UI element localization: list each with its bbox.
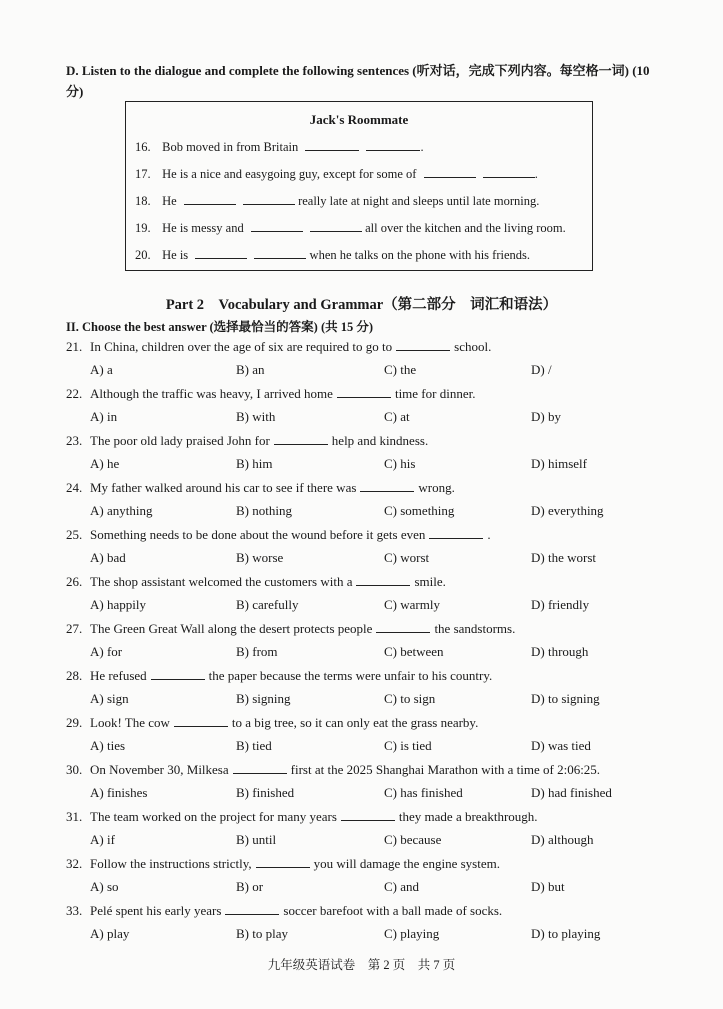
- answer-blank[interactable]: [356, 575, 410, 586]
- question-number: 32.: [66, 856, 83, 871]
- answer-blank[interactable]: [174, 716, 228, 727]
- question-text-before: Look! The cow: [90, 715, 170, 730]
- answer-option[interactable]: C) has finished: [384, 785, 463, 800]
- question-number: 29.: [66, 715, 83, 730]
- answer-option[interactable]: D) through: [531, 644, 589, 659]
- question-stem: [66, 809, 538, 825]
- answer-blank[interactable]: [360, 481, 414, 492]
- answer-option[interactable]: A) sign: [90, 691, 129, 706]
- question-text-before: Although the traffic was heavy, I arrived home: [90, 386, 333, 401]
- answer-option[interactable]: C) warmly: [384, 597, 440, 612]
- answer-option[interactable]: A) finishes: [90, 785, 148, 800]
- answer-option[interactable]: B) to play: [236, 926, 288, 941]
- answer-blank[interactable]: [483, 167, 535, 178]
- answer-option[interactable]: A) a: [90, 362, 113, 377]
- answer-option[interactable]: B) an: [236, 362, 265, 377]
- answer-option[interactable]: C) his: [384, 456, 416, 471]
- question-stem: [66, 856, 500, 872]
- question-text-after: the paper because the terms were unfair to his country.: [208, 668, 493, 683]
- question-stem: [66, 339, 491, 355]
- box-row-19: [135, 221, 566, 236]
- answer-blank[interactable]: [233, 763, 287, 774]
- answer-option[interactable]: C) the: [384, 362, 417, 377]
- part2-title: Part 2 Vocabulary and Grammar（第二部分 词汇和语法）: [165, 297, 558, 313]
- answer-option[interactable]: D) to playing: [531, 926, 601, 941]
- answer-blank[interactable]: [243, 194, 295, 205]
- row-text-before: He: [162, 194, 177, 208]
- box-title: Jack's Roommate: [309, 112, 409, 127]
- question-stem: [66, 668, 492, 684]
- answer-option[interactable]: B) tied: [236, 738, 272, 753]
- answer-option[interactable]: A) for: [90, 644, 123, 659]
- answer-option[interactable]: B) him: [236, 456, 273, 471]
- answer-option[interactable]: C) and: [384, 879, 420, 894]
- answer-option[interactable]: B) carefully: [236, 597, 299, 612]
- row-text-after: when he talks on the phone with his friends.: [309, 248, 530, 262]
- question-text-before: On November 30, Milkesa: [90, 762, 229, 777]
- answer-option[interactable]: C) because: [384, 832, 442, 847]
- answer-option[interactable]: A) anything: [90, 503, 153, 518]
- answer-option[interactable]: C) to sign: [384, 691, 436, 706]
- row-number: 17.: [135, 167, 151, 181]
- question-text-before: In China, children over the age of six are required to go to: [90, 339, 393, 354]
- question-number: 27.: [66, 621, 83, 636]
- answer-option[interactable]: A) ties: [90, 738, 126, 753]
- question-text-after: .: [487, 527, 491, 542]
- row-text-before: He is messy and: [162, 221, 244, 235]
- question-number: 26.: [66, 574, 83, 589]
- question-stem: [66, 574, 446, 590]
- answer-option[interactable]: D) to signing: [531, 691, 600, 706]
- answer-option[interactable]: A) play: [90, 926, 130, 941]
- answer-option[interactable]: A) so: [90, 879, 119, 894]
- answer-blank[interactable]: [256, 857, 310, 868]
- question-stem: [66, 621, 515, 637]
- answer-blank[interactable]: [195, 248, 247, 259]
- answer-option[interactable]: B) finished: [236, 785, 295, 800]
- question-text-after: help and kindness.: [331, 433, 429, 448]
- question-stem: [66, 480, 455, 496]
- answer-option[interactable]: B) until: [236, 832, 277, 847]
- row-text-after: .: [534, 167, 538, 181]
- question-text-before: The poor old lady praised John for: [90, 433, 270, 448]
- question-text-before: The shop assistant welcomed the customers with a: [90, 574, 353, 589]
- question-stem: [66, 903, 502, 919]
- answer-blank[interactable]: [251, 221, 303, 232]
- answer-blank[interactable]: [341, 810, 395, 821]
- question-stem: [66, 762, 600, 778]
- box-row-18: [135, 194, 539, 209]
- row-text-after: all over the kitchen and the living room.: [365, 221, 566, 235]
- answer-option[interactable]: D) but: [531, 879, 565, 894]
- answer-option[interactable]: D) everything: [531, 503, 604, 518]
- answer-option[interactable]: A) in: [90, 409, 118, 424]
- question-number: 25.: [66, 527, 83, 542]
- answer-option[interactable]: B) with: [236, 409, 276, 424]
- answer-option[interactable]: A) he: [90, 456, 120, 471]
- answer-option[interactable]: B) or: [236, 879, 264, 894]
- box-row-16: [135, 140, 424, 155]
- question-text-after: to a big tree, so it can only eat the grass nearby.: [231, 715, 479, 730]
- question-text-after: first at the 2025 Shanghai Marathon with a time of 2:06:25.: [290, 762, 601, 777]
- answer-blank[interactable]: [274, 434, 328, 445]
- answer-blank[interactable]: [337, 387, 391, 398]
- question-text-after: time for dinner.: [394, 386, 476, 401]
- question-number: 22.: [66, 386, 83, 401]
- answer-option[interactable]: C) something: [384, 503, 455, 518]
- question-text-before: Follow the instructions strictly,: [90, 856, 252, 871]
- answer-option[interactable]: D) the worst: [531, 550, 596, 565]
- answer-option[interactable]: D) although: [531, 832, 594, 847]
- section-ii-heading: II. Choose the best answer (选择最恰当的答案) (共 15 分): [66, 320, 374, 334]
- answer-option[interactable]: D) himself: [531, 456, 587, 471]
- answer-option[interactable]: A) happily: [90, 597, 146, 612]
- answer-option[interactable]: B) nothing: [236, 503, 292, 518]
- row-text-before: Bob moved in from Britain: [162, 140, 299, 154]
- question-number: 21.: [66, 339, 83, 354]
- answer-option[interactable]: D) /: [531, 362, 552, 377]
- question-text-after: smile.: [414, 574, 446, 589]
- question-number: 31.: [66, 809, 83, 824]
- row-number: 19.: [135, 221, 151, 235]
- row-number: 16.: [135, 140, 151, 154]
- row-text-before: He is a nice and easygoing guy, except for some of: [162, 167, 417, 181]
- answer-blank[interactable]: [429, 528, 483, 539]
- question-text-after: soccer barefoot with a ball made of socks.: [283, 903, 503, 918]
- answer-option[interactable]: C) is tied: [384, 738, 432, 753]
- box-row-17: [135, 167, 538, 182]
- answer-blank[interactable]: [305, 140, 359, 151]
- answer-blank[interactable]: [424, 167, 476, 178]
- answer-option[interactable]: A) if: [90, 832, 115, 847]
- question-number: 23.: [66, 433, 83, 448]
- answer-option[interactable]: B) signing: [236, 691, 291, 706]
- answer-option[interactable]: B) from: [236, 644, 278, 659]
- row-text-after: really late at night and sleeps until late morning.: [298, 194, 540, 208]
- question-text-after: they made a breakthrough.: [398, 809, 538, 824]
- question-stem: [66, 433, 428, 449]
- question-text-before: My father walked around his car to see if there was: [90, 480, 357, 495]
- answer-option[interactable]: C) between: [384, 644, 444, 659]
- question-text-after: the sandstorms.: [434, 621, 516, 636]
- answer-option[interactable]: D) was tied: [531, 738, 591, 753]
- question-stem: [66, 386, 475, 402]
- row-number: 18.: [135, 194, 151, 208]
- answer-option[interactable]: C) at: [384, 409, 410, 424]
- answer-blank[interactable]: [310, 221, 362, 232]
- question-text-before: The team worked on the project for many years: [90, 809, 337, 824]
- question-stem: [66, 527, 491, 543]
- row-number: 20.: [135, 248, 151, 262]
- question-text-after: you will damage the engine system.: [313, 856, 500, 871]
- jacks-roommate-box: [125, 101, 593, 271]
- question-number: 28.: [66, 668, 83, 683]
- row-text-after: .: [420, 140, 424, 154]
- answer-option[interactable]: D) had finished: [531, 785, 612, 800]
- question-text-before: Something needs to be done about the wound before it gets even: [90, 527, 426, 542]
- answer-blank[interactable]: [225, 904, 279, 915]
- answer-option[interactable]: B) worse: [236, 550, 284, 565]
- answer-option[interactable]: C) playing: [384, 926, 440, 941]
- answer-blank[interactable]: [184, 194, 236, 205]
- question-number: 30.: [66, 762, 83, 777]
- question-text-before: He refused: [90, 668, 147, 683]
- question-text-after: school.: [454, 339, 492, 354]
- answer-blank[interactable]: [376, 622, 430, 633]
- answer-blank[interactable]: [151, 669, 205, 680]
- question-stem: [66, 715, 478, 731]
- box-row-20: [135, 248, 530, 263]
- answer-option[interactable]: D) by: [531, 409, 561, 424]
- question-number: 24.: [66, 480, 83, 495]
- answer-blank[interactable]: [254, 248, 306, 259]
- answer-option[interactable]: A) bad: [90, 550, 126, 565]
- row-text-before: He is: [162, 248, 189, 262]
- section-d-heading: D. Listen to the dialogue and complete the following sentences (听对话，完成下列内容。每空格一词) (10 分): [66, 63, 650, 99]
- answer-option[interactable]: D) friendly: [531, 597, 590, 612]
- answer-blank[interactable]: [396, 340, 450, 351]
- question-text-before: The Green Great Wall along the desert protects people: [90, 621, 373, 636]
- page-footer: 九年级英语试卷 第 2 页 共 7 页: [267, 958, 456, 972]
- answer-blank[interactable]: [366, 140, 420, 151]
- question-text-after: wrong.: [418, 480, 455, 495]
- question-number: 33.: [66, 903, 83, 918]
- answer-option[interactable]: C) worst: [384, 550, 430, 565]
- question-text-before: Pelé spent his early years: [90, 903, 222, 918]
